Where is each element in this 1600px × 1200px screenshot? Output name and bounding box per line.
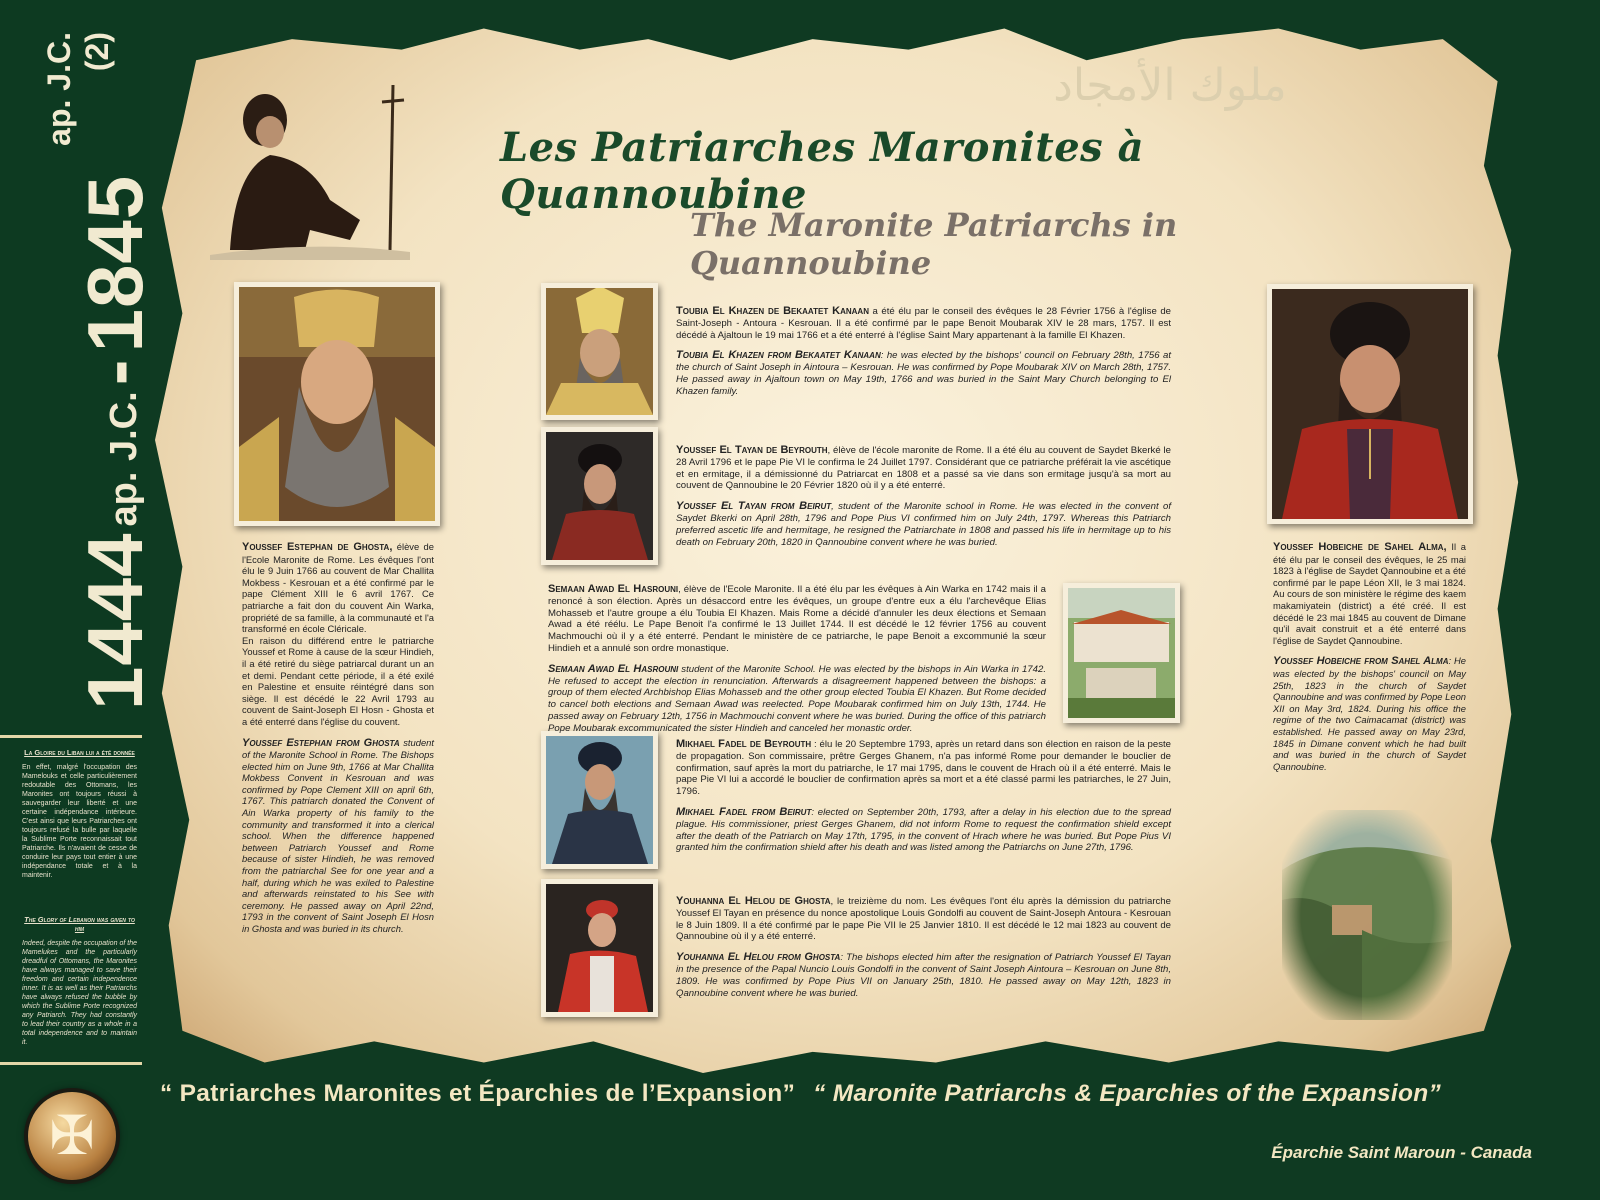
bio-text-fr-2: En raison du différend entre le patriarche Youssef et Rome à cause de la sœur Hindieh, il a été retiré du siège patriarcal durant un an et demi. Pendant cette période, il a été exilé en Palestine et ensuite réintégré dans son siège. Il est décédé le 22 Avril 1793 au couvent de Saint-Joseph El Hosn - Ghosta et a été enterré dans l'église du couvent. (242, 634, 434, 727)
bio-name-fr: Youssef El Tayan de Beyrouth (676, 444, 828, 456)
bio-name-en: Youhanna El Helou from Ghosta (676, 951, 841, 964)
sidebar-note-en (22, 915, 137, 1047)
title-english: The Maronite Patriarchs in Quannoubine (690, 206, 1178, 282)
bio-name-en: Mikhael Fadel from Beirut (676, 805, 812, 818)
bio-youssef-el-tayan (676, 445, 1171, 557)
bio-text-en: : He was elected by the bishops' council on May 25th, 1823 in the church of Saydet Qannoubine and was confirmed by Pope Leon XII on May 3rd, 1824. During his office the regime of the two Caimacamat (district) was established. He passed away on May 23rd, 1845 in Dimane convent which he had built and was buried in the church of Saydet Qannoubine. (1273, 655, 1466, 772)
portrait-mikhael-fadel (541, 731, 658, 869)
arabic-watermark: ملوك الأمجاد (1053, 60, 1287, 111)
photo-monastery (1063, 583, 1180, 723)
cross-icon: ✠ (49, 1106, 95, 1166)
bio-text-en: student of the Maronite School in Rome. The Bishops elected him on June 9th, 1766 at Mar Challita Mokbess Convent in Kesrouan and was confirmed by Pope Clement XIII on april 6th, 1767. This patriarch donated the Convent of Ain Warka property of his family to the community and transformed it into a clerical school. When the difference happened between Patriarch Youssef and Rome because of sister Hindieh, he was removed from the patriarchal See for one year and a half, during which he was exiled to Palestine and afterwards reinstated to his See with ceremony. He passed away on April 22nd, 1793 in the convent of Saint Joseph El Hosn in Ghosta and was buried in its church. (242, 736, 434, 934)
footer-eparchy: Éparchie Saint Maroun - Canada (1271, 1143, 1532, 1162)
footer-quote-fr: “ Patriarches Maronites et Éparchies de l’Expansion” (160, 1080, 796, 1107)
bio-youhanna-el-helou (676, 896, 1171, 1008)
sidebar-note-fr (22, 748, 137, 880)
sidebar-note-fr-heading: La Gloire du Liban lui a été donnée (24, 748, 135, 757)
portrait-toubia-el-khazen (541, 283, 658, 420)
bio-name-fr: Toubia El Khazen de Bekaatet Kanaan (676, 305, 869, 317)
bio-name-en: Toubia El Khazen from Bekaatet Kanaan (676, 349, 881, 362)
year-end: 1845 (71, 174, 159, 353)
portrait-youssef-el-tayan (541, 427, 658, 565)
patriarch-sketch (210, 80, 420, 260)
footer-quote (160, 1080, 1560, 1108)
bio-semaan-awad (548, 584, 1046, 744)
bio-youssef-hobeiche (1273, 541, 1466, 781)
bio-name-en: Semaan Awad El Hasrouni (548, 662, 679, 675)
sidebar-note-fr-text: En effet, malgré l'occupation des Mamelouks et celle particulièrement redoutable des Ottomans, les Maronites ont toujours réussi à sauvegarder leur liberté et une certaine indépendance intérieure. C'est ainsi que leurs Patriarches ont toujours refusé la bulle par laquelle la Sublime Porte reconnaissait tout Patriarche. Ils n'avaient de cesse de conduire leur pays tout entier à une indépendance totale et à la maintenir. (22, 764, 137, 879)
bio-youssef-estephan (242, 541, 434, 944)
footer-quote-en: “ Maronite Patriarchs & Eparchies of the Expansion” (813, 1080, 1442, 1107)
bio-name-fr: Semaan Awad El Hasrouni (548, 583, 679, 595)
sidebar-divider-top (0, 735, 142, 738)
bio-text-fr: Il a été élu par le conseil des évêques, le 25 mai 1823 à l'église de Saydet Qannoubine et a été confirmé par le pape Léon XII, le 3 mai 1824. Au cours de son ministère le régime des kaem makamiyatein (district) a été créé. Il est décédé le 23 mai 1845 au couvent de Dimane qu'il avait construit et a été enterré dans l'église de Saydet Qannoubine. (1273, 541, 1466, 646)
bio-name-fr: Mikhael Fadel de Beyrouth (676, 738, 812, 750)
sidebar-note-en-text: Indeed, despite the occupation of the Mamelukes and the particularly dreadful of Ottomans, the Maronites have always managed to save their freedom and certain independence inner. It is as well as their Patriarchs have always refused the bubble by which the Sublime Porte recognized any Patriarch. They had constantly to lead their country as a whole in a total independence and to maintain it. (22, 940, 137, 1046)
bio-text-en: : elected on September 20th, 1793, after a delay in his election due to the spread plague. His commissioner, priest Gerges Ghanem, did not inform Rome to request the confirmation shield except after the death of the Patriarch on May 17th, 1795, in the convent of Hrach where he was buried. But Pope Pius VI granted him the confirmation shield after his death and was listed among the Patriarchs on June 27th, 1796. (676, 806, 1171, 854)
bio-name-fr: Youssef Hobeiche de Sahel Alma, (1273, 541, 1447, 553)
bio-name-en: Youssef Hobeiche from Sahel Alma (1273, 655, 1449, 668)
title-french: Les Patriarches Maronites à Quannoubine (500, 124, 1145, 218)
photo-valley (1282, 810, 1452, 1020)
year-start: 1444 (71, 532, 159, 710)
bio-mikhael-fadel (676, 739, 1171, 863)
bio-text-en: : he was elected by the bishops' council on February 28th, 1756 at the church of Saint Joseph in Aintoura – Kesrouan. He was confirmed by Pope Moubarak XIV on March 28th, 1757. He passed away in Ajaltoun town on May 19th, 1766 and was buried in the Saint Mary Church belonging to El Khazen family. (676, 350, 1171, 397)
bio-text-fr: a été élu par le conseil des évêques le 28 Février 1756 à l'église de Saint-Joseph - Antoura - Kesrouan. Il a été confirmé par le pape Benoit Moubarak XIV le 28 mars, 1757. Il est décédé à Ajaltoun le 19 mai 1766 et a été enterré à l'église Saint Mary appartenant à la famille El Khazen. (676, 306, 1172, 341)
bio-name-fr: Youhanna El Helou de Ghosta (676, 895, 831, 907)
bio-text-fr: , élève de l'Ecole Maronite. Il a été élu par les évêques à Ain Warka en 1742 mais il a renoncé à son élection. Après un désaccord entre les évêques, un groupe d'entre eux a élu l'archevêque Elias Mohasseb et l'autre groupe a élu Toubia El Khazen. Mais Rome a décidé d'annuler les deux élections et Semaan Awad a été réélu. Le Pape Benoit l'a confirmé le 13 Juillet 1744. Il est décédé le 12 février 1756 au couvent Machmouchi où il y a été enterré. Pendant le ministère de ce patriarche, le pape Benoit a excommunié la sœur Hindieh et a annulé son ordre monastique. (548, 584, 1046, 654)
era-part (40, 32, 116, 146)
bio-toubia-el-khazen (676, 306, 1171, 407)
era-label-1: ap. J.C. (103, 391, 145, 527)
bio-text-fr: , élève de l'école maronite de Rome. Il a été élu au couvent de Saydet Bkerké le 28 Avril 1796 et le pape Pie VI le confirma le 24 Juillet 1797. Considérant que ce patriarche préférait la vie ascétique et en ermitage, il a démissionné du Patriarcat en 1808 et a passé sa vie dans son ermitage jusqu'à sa mort au couvent de Qannoubine le 20 Février 1820 où il y a été enterré. (676, 445, 1171, 492)
era-label-2: ap. J.C. (41, 32, 77, 146)
bio-text-fr: : élu le 20 Septembre 1793, après un retard dans son élection en raison de la peste de propagation. Son commissaire, prêtre Gerges Ghanem, n'a pas informé Rome pour demander le bouclier de confirmation, sauf après la mort du patriarche, le 17 mai 1795, dans le couvent de Hrach où il a été enterré. Mais le pape Pie VI lui a accordé le bouclier de confirmation après sa mort et a été classé parmi les patriarches, le 27 Juin, 1796. (676, 739, 1171, 798)
bio-text-fr: élève de l'Ecole Maronite de Rome. Les évêques l'ont élu le 9 Juin 1766 au couvent de Mar Challita Mokbess - Kesrouan et a été confirmé par le pape Clément XIII le 6 avril 1767. Ce patriarche a fait don du couvent Ain Warka, propriété de sa famille, à la communauté et l'a transformé en école Cléricale. (242, 541, 434, 635)
sidebar-divider-bottom (0, 1062, 142, 1065)
vertical-title (40, 30, 170, 710)
bio-text-en: : The bishops elected him after the resignation of Patriarch Youssef El Tayan in the presence of the Papal Nuncio Louis Gondolfi in the convent of Saint Joseph Aintoura – Kesrouan on June 8th, 1809. He was confirmed by Pope Pius VII on January 25th, 1810. He passed away on May 12th, 1823 in Qannoubine convent where he was buried. (676, 952, 1171, 999)
portrait-youssef-hobeiche (1267, 284, 1473, 524)
cross-medallion (28, 1092, 116, 1180)
bio-name-en: Youssef Estephan from Ghosta (242, 736, 400, 749)
bio-name-fr: Youssef Estephan de Ghosta, (242, 541, 393, 553)
bio-text-en: , student of the Maronite school in Rome. He was elected in the convent of Saydet Bkerki on April 28th, 1796 and Pope Pius VI confirmed him on July 24th, 1797. Whereas this Patriarch preferred ascetic life and hermitage, he resigned the Patriarchate in 1808 and passed his life in hermitage up to his death on February 20th, 1820 in Qannoubine convent where he was buried. (676, 501, 1171, 548)
portrait-youssef-estephan (234, 282, 440, 526)
year-dash: - (71, 358, 159, 386)
part-number: (2) (79, 32, 115, 72)
portrait-youhanna-el-helou (541, 879, 658, 1017)
bio-text-en: student of the Maronite School. He was elected by the bishops in Ain Warka in 1742. He refused to accept the election in renunciation. Afterwards a disagreement happened between the bishops: a group of them elected Archbishop Elias Mohasseb and the other group elected Toubia El Khazen. But Rome decided to cancel both elections and Semaan Awad was reelected. Pope Moubarak confirmed him on July 13th, 1744. He passed away on February 12th, 1756 in Machmouchi convent where he was buried. During the office of this patriarch Pope Moubarak excommunicated the sister Hindieh and canceled her monastic order. (548, 663, 1046, 734)
sidebar-note-en-heading: The Glory of Lebanon was given to him (24, 915, 135, 933)
bio-name-en: Youssef El Tayan from Beirut (676, 500, 832, 513)
bio-text-fr: , le treizième du nom. Les évêques l'ont élu après la démission du patriarche Youssef El Tayan en présence du nonce apostolique Louis Gondolfi au couvent de Saint-Joseph Antoura - Kesrouan le 8 Juin 1809. Il a été confirmé par le pape Pie VII le 25 Janvier 1810. Il est décédé le 12 mai 1823 au couvent de Qannoubine où il y a été enterré. (676, 896, 1171, 943)
